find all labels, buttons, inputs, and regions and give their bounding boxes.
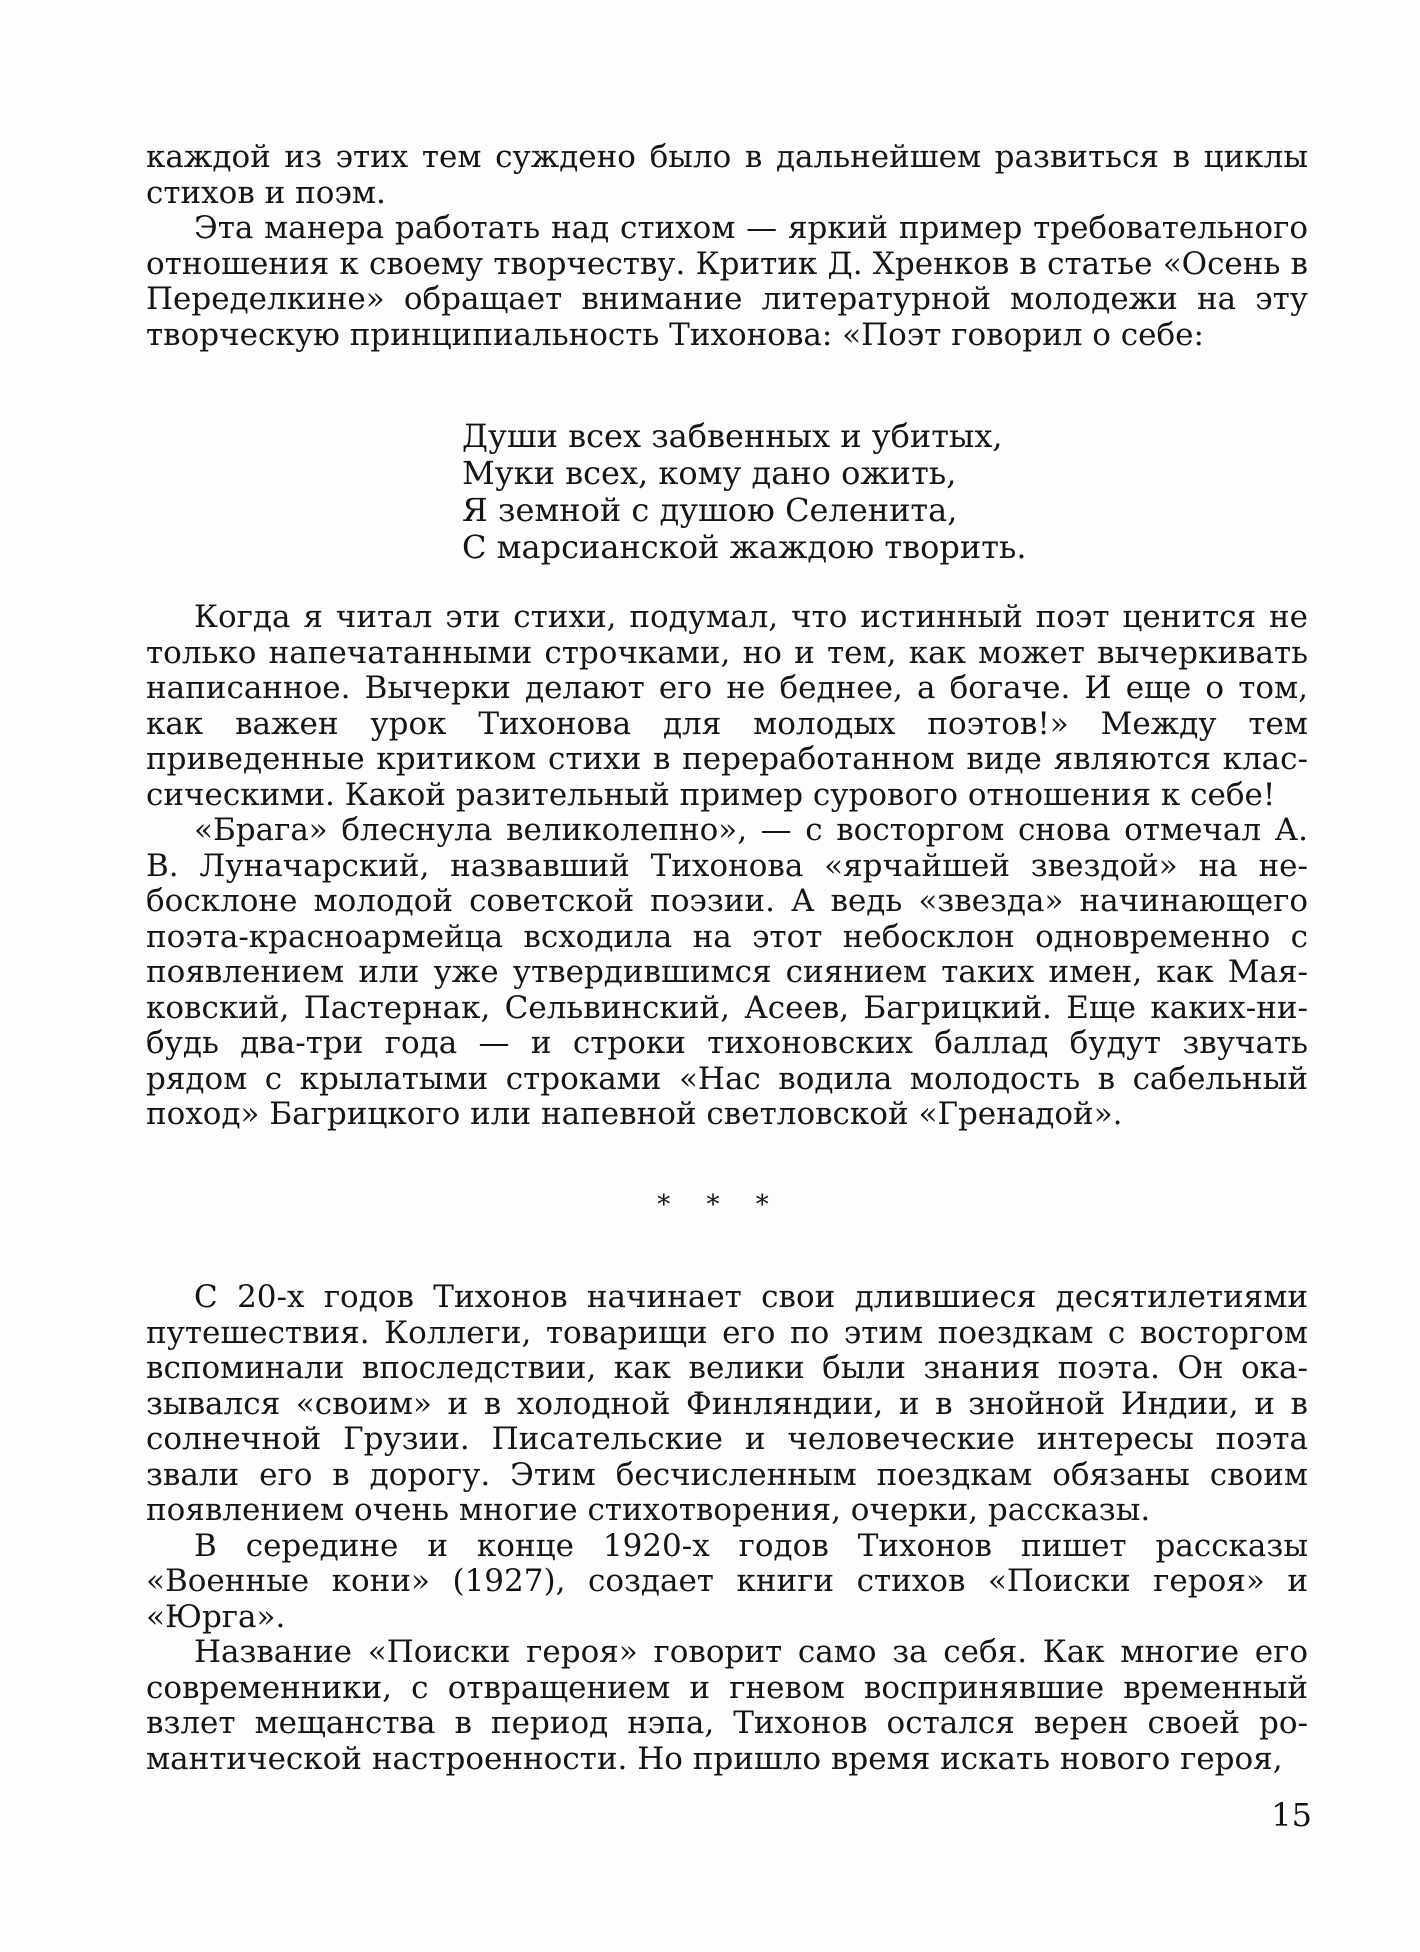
paragraph: Когда я читал эти стихи, подумал, что истинный поэт ценится не только напечатанными строчками, но и тем, как может вычеркивать написанное. Вычерки делают его не беднее, а богаче. И еще о том, как важен урок Тихонова для молодых поэтов!» Между тем приведенные критиком стихи в переработанном виде являются классическими. Какой разительный пример сурового отношения к себе! [146,599,1308,813]
paragraph: В середине и конце 1920-х годов Тихонов пишет рассказы «Военные кони» (1927), создает книги стихов «Поиски героя» и «Юрга». [146,1527,1308,1635]
paragraph: Название «Поиски героя» говорит само за себя. Как многие его современники, с отвращением и гневом воспринявшие временный взлет мещанства в период нэпа, Тихонов остался верен своей романтической настроенности. Но пришло время искать нового героя, [146,1634,1308,1777]
paragraph: Эта манера работать над стихом — яркий пример требовательного отношения к своему творчеству. Критик Д. Хренков в статье «Осень в Переделкине» обращает внимание литературной молодежи на эту творческую принципиальность Тихонова: «Поэт говорил о себе: [146,210,1308,353]
paragraph: «Брага» блеснула великолепно», — с восторгом снова отмечал А. В. Луначарский, назвавший Тихонова «ярчайшей звездой» на небосклоне молодой советской поэзии. А ведь «звезда» начинающего поэта-красноармейца всходила на этот небосклон одновременно с появлением или уже утвердившимся сиянием таких имен, как Маяковский, Пастернак, Сельвинский, Асеев, Багрицкий. Еще каких-нибудь два-три года — и строки тихоновских баллад будут звучать рядом с крылатыми строками «Нас водила молодость в сабельный поход» Багрицкого или напевной светловской «Гренадой». [146,812,1308,1132]
paragraph: каждой из этих тем суждено было в дальнейшем развиться в циклы стихов и поэм. [146,139,1308,211]
section-separator: * * * [657,1190,783,1220]
poem-line: С марсианской жаждою творить. [462,528,1027,566]
poem-line: Я земной с душою Селенита, [462,491,958,529]
text-block-top [146,140,1308,353]
poem-quote [462,418,1262,566]
text-block-bottom [146,1280,1308,1777]
poem-line: Муки всех, кому дано ожить, [462,454,957,492]
poem-line: Души всех забвенных и убитых, [462,417,1003,455]
text-block-middle [146,600,1308,1133]
page-number: 15 [1271,1796,1312,1834]
paragraph: С 20-х годов Тихонов начинает свои длившиеся десятилетиями путешествия. Коллеги, товарищи его по этим поездкам с восторгом вспоминали впоследствии, как велики были знания поэта. Он оказывался «своим» и в холодной Финляндии, и в знойной Индии, и в солнечной Грузии. Писательские и человеческие интересы поэта звали его в дорогу. Этим бесчисленным поездкам обязаны своим появлением очень многие стихотворения, очерки, рассказы. [146,1279,1308,1528]
